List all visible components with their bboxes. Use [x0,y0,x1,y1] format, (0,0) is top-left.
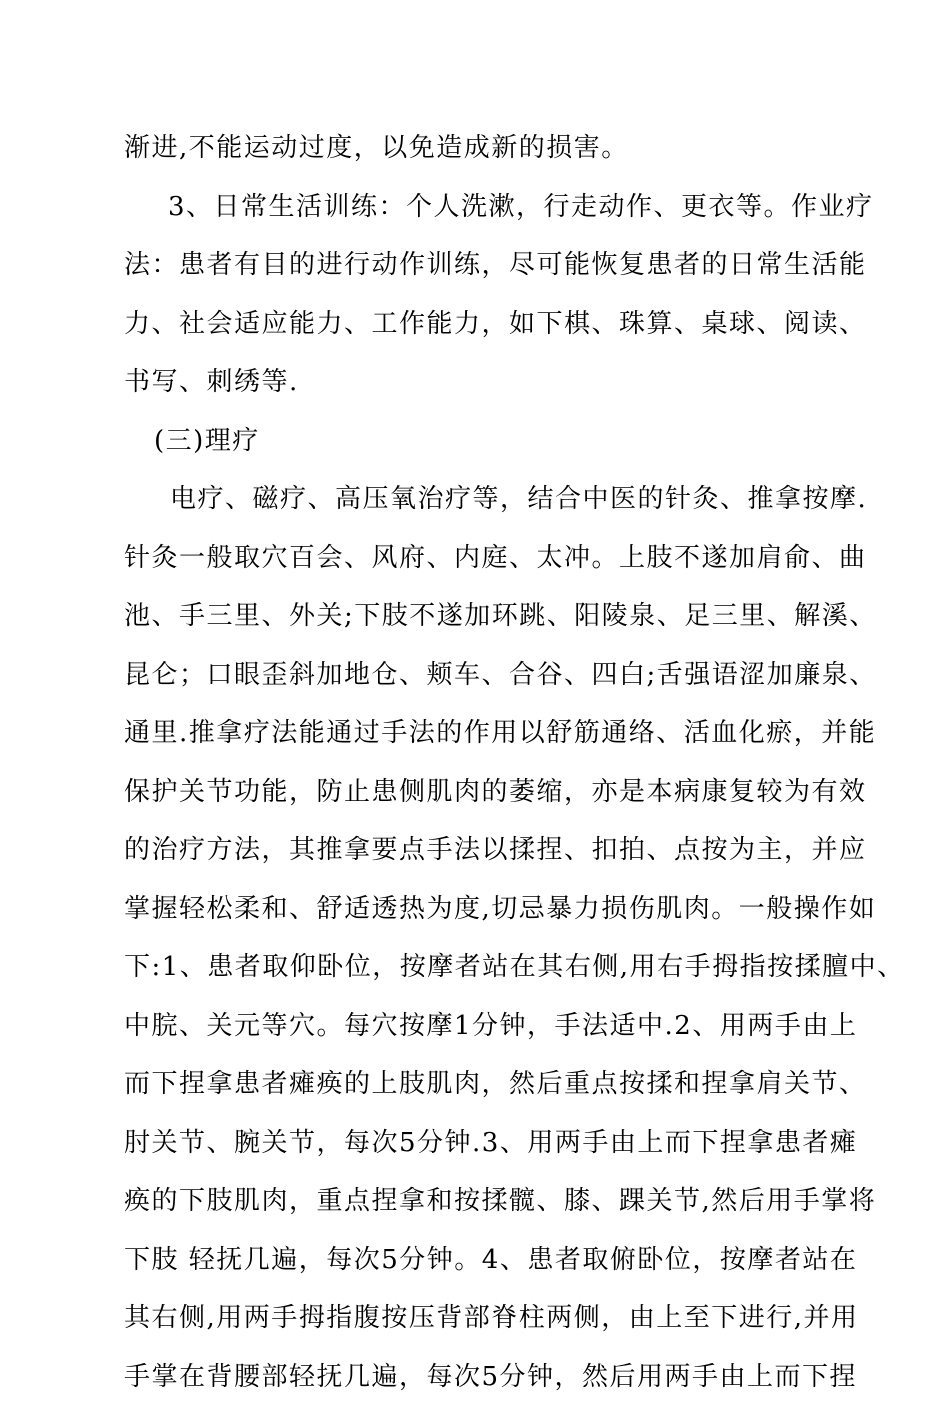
text-line: 法：患者有目的进行动作训练，尽可能恢复患者的日常生活能 [124,243,830,302]
text-line: 手掌在背腰部轻抚几遍，每次5分钟，然后用两手由上而下捏 [124,1355,830,1413]
text-line: 的治疗方法，其推拿要点手法以揉捏、扣拍、点按为主，并应 [124,828,830,887]
text-line: 痪的下肢肌肉，重点捏拿和按揉髋、膝、踝关节,然后用手掌将 [124,1179,830,1238]
text-line: 其右侧,用两手拇指腹按压背部脊柱两侧，由上至下进行,并用 [124,1296,830,1355]
text-line: 渐进,不能运动过度，以免造成新的损害。 [124,126,830,185]
text-line: 3、日常生活训练：个人洗漱，行走动作、更衣等。作业疗 [124,185,830,244]
text-line: 昆仑；口眼歪斜加地仓、颊车、合谷、四白;舌强语涩加廉泉、 [124,653,830,712]
text-line: 书写、刺绣等. [124,360,830,419]
text-line: 中脘、关元等穴。每穴按摩1分钟，手法适中.2、用两手由上 [124,1004,830,1063]
text-line: 掌握轻松柔和、舒适透热为度,切忌暴力损伤肌肉。一般操作如 [124,887,830,946]
text-line: 通里.推拿疗法能通过手法的作用以舒筋通络、活血化瘀，并能 [124,711,830,770]
text-line: 电疗、磁疗、高压氧治疗等，结合中医的针灸、推拿按摩. [124,477,830,536]
body-text [124,126,830,1413]
text-line: 池、手三里、外关;下肢不遂加环跳、阳陵泉、足三里、解溪、 [124,594,830,653]
text-line: 力、社会适应能力、工作能力，如下棋、珠算、桌球、阅读、 [124,302,830,361]
text-line: 保护关节功能，防止患侧肌肉的萎缩，亦是本病康复较为有效 [124,770,830,829]
text-line: 下:1、患者取仰卧位，按摩者站在其右侧,用右手拇指按揉膻中、 [124,945,830,1004]
text-line: 针灸一般取穴百会、风府、内庭、太冲。上肢不遂加肩俞、曲 [124,536,830,595]
text-line: 肘关节、腕关节，每次5分钟.3、用两手由上而下捏拿患者瘫 [124,1121,830,1180]
section-heading: (三)理疗 [124,419,830,478]
text-line: 下肢 轻抚几遍，每次5分钟。4、患者取俯卧位，按摩者站在 [124,1238,830,1297]
text-line: 而下捏拿患者瘫痪的上肢肌肉，然后重点按揉和捏拿肩关节、 [124,1062,830,1121]
